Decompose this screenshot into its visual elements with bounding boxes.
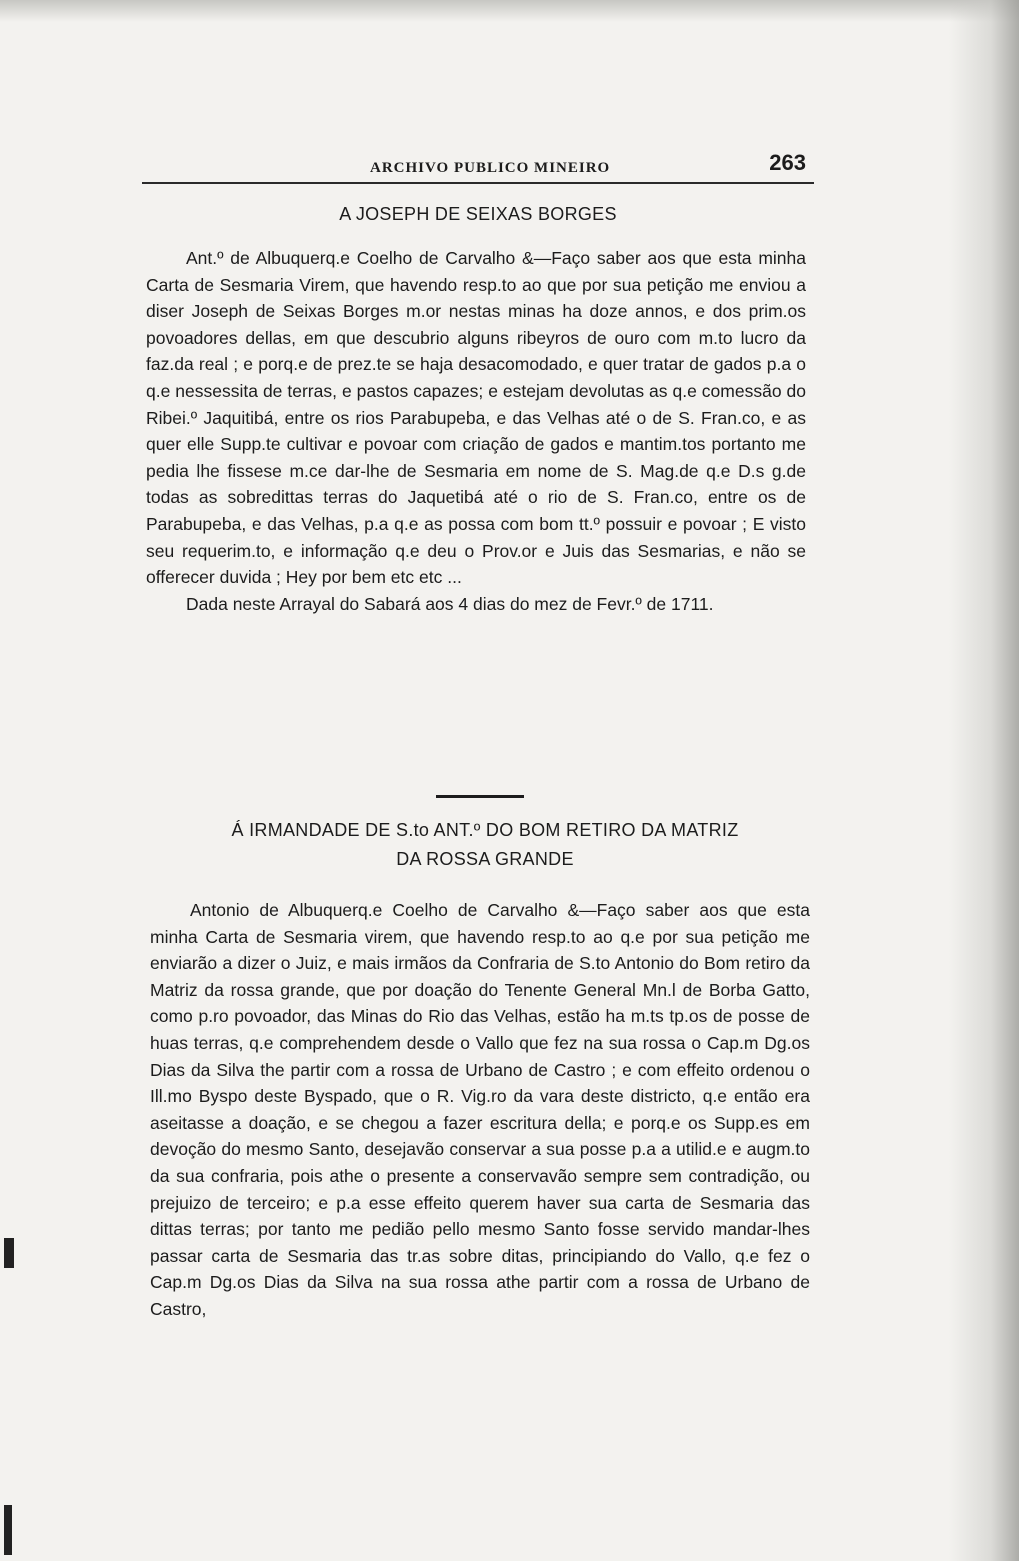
section-body bbox=[150, 897, 810, 1323]
scan-margin-mark bbox=[4, 1505, 12, 1555]
paragraph: Ant.º de Albuquerq.e Coelho de Carvalho &—Faço saber aos que esta minha Carta de Sesmaria Virem, que havendo resp.to ao que por sua petição me enviou a diser Joseph de Seixas Borges m.or nestas minas ha doze annos, e dos prim.os povoadores dellas, em que descubrio alguns ribeyros de ouro com m.to lucro da faz.da real ; e porq.e de prez.te se haja desacomodado, e quer tratar de gados p.a o q.e nessessita de terras, e pastos capazes; e estejam devolutas as q.e comessão do Ribei.º Jaquitibá, entre os rios Parabupeba, e das Velhas até o de S. Fran.co, e as quer elle Supp.te cultivar e povoar com criação de gados e mantim.tos portanto me pedia lhe fissese m.ce dar-lhe de Sesmaria em nome de S. Mag.de q.e D.s g.de todas as sobredittas terras do Jaquetibá até o rio de S. Fran.co, entre os de Parabupeba, e das Velhas, p.a q.e as possa com bom tt.º possuir e povoar ; E visto seu requerim.to, e informação q.e deu o Prov.or e Juis das Sesmarias, e não se offerecer duvida ; Hey por bem etc etc ... bbox=[146, 248, 806, 588]
page-header bbox=[142, 148, 814, 184]
running-title: ARCHIVO PUBLICO MINEIRO bbox=[370, 160, 611, 176]
section-body bbox=[146, 245, 806, 617]
scan-margin-mark bbox=[4, 1238, 14, 1268]
section-separator bbox=[436, 795, 524, 798]
section-title: A JOSEPH DE SEIXAS BORGES bbox=[339, 204, 617, 224]
section-title: Á IRMANDADE DE S.to ANT.º DO BOM RETIRO DA MATRIZ bbox=[231, 820, 739, 840]
scan-right-edge bbox=[949, 0, 1019, 1561]
header-rule bbox=[142, 182, 814, 184]
page-number: 263 bbox=[769, 150, 806, 175]
section-title-line2: DA ROSSA GRANDE bbox=[396, 849, 574, 869]
paragraph: Antonio de Albuquerq.e Coelho de Carvalho &—Faço saber aos que esta minha Carta de Sesmaria virem, que havendo resp.to ao q.e por sua petição me enviarão a dizer o Juiz, e mais irmãos da Confraria de S.to Antonio do Bom retiro da Matriz da rossa grande, que por doação do Tenente General Mn.l de Borba Gatto, como p.ro povoador, das Minas do Rio das Velhas, estão ha m.ts tp.os de posse de huas terras, q.e comprehendem desde o Vallo que fez na sua rossa o Cap.m Dg.os Dias da Silva the partir com a rossa de Urbano de Castro ; e com effeito ordenou o Ill.mo Byspo deste Byspado, que o R. Vig.ro da vara deste districto, q.e então era aseitasse a doação, e se chegou a fazer escritura della; e porq.e os Supp.es em devoção do mesmo Santo, desejavão conservar a sua posse p.a a utilid.e e augm.to da sua confraria, pois athe o presente a conservavão sempre sem contradição, ou prejuizo de terceiro; e p.a esse effeito querem haver sua carta de Sesmaria das dittas terras; por tanto me pedião pello mesmo Santo fosse servido mandar-lhes passar carta de Sesmaria das tr.as sobre ditas, principiando do Vallo, q.e fez o Cap.m Dg.os Dias da Silva na sua rossa athe partir com a rossa de Urbano de Castro, bbox=[150, 900, 810, 1319]
scan-top-edge bbox=[0, 0, 1019, 22]
paragraph: Dada neste Arrayal do Sabará aos 4 dias do mez de Fevr.º de 1711. bbox=[186, 593, 714, 614]
